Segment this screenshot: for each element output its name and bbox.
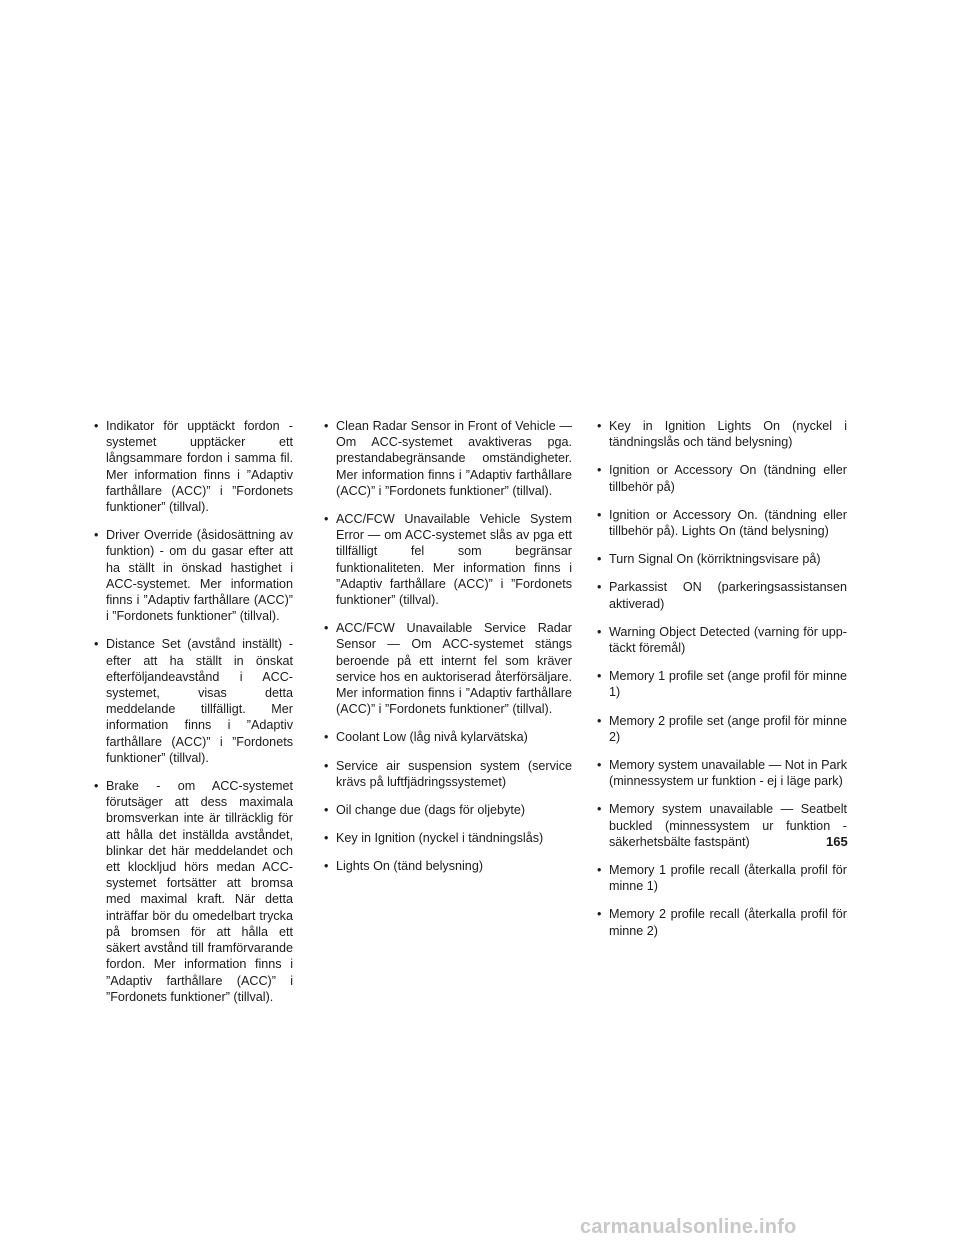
list-item <box>597 462 847 494</box>
bullet: • <box>597 552 602 567</box>
list-item-text: Lights On (tänd belysning) <box>336 859 484 874</box>
bullet: • <box>94 419 99 433</box>
list-item-text: Clean Radar Sensor in Front of Vehicle — Om ACC-systemet avaktiveras pga. prestandabegränsande omständigheter. Mer information finns i ”Adaptiv farthållare (ACC)” i ”Fordonets funktioner” (tillval). <box>336 419 572 498</box>
list-item <box>324 830 572 846</box>
list-item-text: Turn Signal On (körriktningsvisare på) <box>609 552 821 567</box>
list-item <box>324 802 572 818</box>
text-column-1 <box>94 418 293 1017</box>
list-item <box>597 507 847 539</box>
list-item-text: Key in Ignition Lights On (nyckel i tändningslås och tänd belysning) <box>609 419 847 450</box>
text-column-2 <box>324 418 572 887</box>
list-item <box>324 858 572 874</box>
list-item-text: Service air suspension system (service krävs på luftfjädringssystemet) <box>336 758 572 789</box>
bullet: • <box>324 730 329 745</box>
bullet: • <box>324 803 329 818</box>
list-item-text: Coolant Low (låg nivå kylarvätska) <box>336 730 528 745</box>
list-item-text: Parkassist ON (parkeringsassistansen aktiverad) <box>609 580 847 611</box>
bullet: • <box>597 507 602 522</box>
page-number: 165 <box>826 834 848 849</box>
list-item-text: Ignition or Accessory On (tändning eller tillbehör på) <box>609 463 847 494</box>
list-item <box>324 620 572 717</box>
list-item <box>94 418 293 515</box>
bullet: • <box>324 859 329 874</box>
list-item-text: Driver Override (åsidosättning av funktion) - om du gasar efter att ha ställt in önskad hastighet i ACC-systemet. Mer information finns i ”Adaptiv farthållare (ACC)” i ”Fordonets funktioner” (tillval). <box>106 528 293 624</box>
list-item-text: Memory system unavailable — Seatbelt buckled (minnessystem ur funktion - säkerhetsbälte fastspänt) <box>609 802 847 849</box>
list-item-text: Warning Object Detected (varning för upptäckt föremål) <box>609 624 847 656</box>
list-item-text: Ignition or Accessory On. (tändning eller tillbehör på). Lights On (tänd belysning) <box>609 507 847 539</box>
bullet: • <box>597 863 602 878</box>
bullet: • <box>324 621 329 636</box>
bullet: • <box>597 419 602 433</box>
bullet: • <box>94 528 99 543</box>
bullet: • <box>324 512 329 527</box>
list-item <box>94 778 293 1005</box>
list-item-text: ACC/FCW Unavailable Vehicle System Error — om ACC-systemet slås av pga ett tillfälligt fel som begränsar funktionaliteten. Mer information finns i ”Adaptiv farthållare (ACC)” i ”Fordonets funktioner” (tillval). <box>336 512 572 608</box>
list-item-text: Memory system unavailable — Not in Park (minnessystem ur funktion - ej i läge park) <box>609 758 847 789</box>
list-item <box>324 418 572 499</box>
bullet: • <box>324 831 329 846</box>
list-item <box>597 551 847 567</box>
list-item-text: Brake - om ACC-systemet förutsäger att dess maximala bromsverkan inte är tillräcklig för att hålla det inställda avståndet, blinkar det här meddelandet och ett klockljud hörs medan ACC-systemet fortsätter att bromsa med maximal kraft. När detta inträffar bör du omedelbart trycka på bromsen för att hålla ett säkert avstånd till framförvarande fordon. Mer information finns i ”Adaptiv farthållare (ACC)” i ”Fordonets funktioner” (tillval). <box>106 779 293 1004</box>
list-item <box>597 906 847 938</box>
bullet: • <box>94 637 99 652</box>
list-item-text: Key in Ignition (nyckel i tändningslås) <box>336 831 544 846</box>
list-item <box>597 713 847 745</box>
list-item <box>94 527 293 624</box>
bullet: • <box>597 713 602 728</box>
list-item-text: Indikator för upptäckt fordon - systemet upptäcker ett långsammare fordon i samma fil. Mer information finns i ”Adaptiv farthållare (ACC)” i ”Fordonets funktioner” (tillval). <box>106 419 293 515</box>
list-item <box>324 511 572 608</box>
bullet: • <box>597 669 602 684</box>
list-item-text: Distance Set (avstånd inställt) - efter att ha ställt in önskat efterföljandeavstånd i ACC-systemet, visas detta meddelande tillfälligt. Mer information finns i ”Adaptiv farthållare (ACC)” i ”Fordonets funktioner” (tillval). <box>106 637 293 765</box>
list-item <box>597 418 847 450</box>
list-item <box>597 757 847 789</box>
list-item <box>597 801 847 850</box>
list-item-text: Memory 1 profile set (ange profil för minne 1) <box>609 669 847 700</box>
list-item <box>94 636 293 766</box>
bullet: • <box>597 580 602 595</box>
watermark: carmanualsonline.info <box>580 1216 797 1238</box>
bullet: • <box>324 419 329 433</box>
list-item <box>324 729 572 745</box>
bullet: • <box>597 624 602 639</box>
bullet: • <box>94 779 99 794</box>
list-item-text: Memory 2 profile set (ange profil för minne 2) <box>609 713 847 744</box>
bullet: • <box>597 802 602 817</box>
bullet: • <box>597 463 602 478</box>
bullet: • <box>324 758 329 773</box>
list-item <box>324 758 572 790</box>
list-item-text: Memory 2 profile recall (återkalla profil för minne 2) <box>609 907 847 938</box>
list-item <box>597 579 847 611</box>
list-item-text: Memory 1 profile recall (återkalla profil för minne 1) <box>609 863 847 894</box>
list-item <box>597 624 847 656</box>
bullet: • <box>597 907 602 922</box>
list-item <box>597 862 847 894</box>
bullet: • <box>597 758 602 773</box>
list-item-text: ACC/FCW Unavailable Service Radar Sensor — Om ACC-systemet stängs beroende på ett internt fel som kräver service hos en auktoriserad återförsäljare. Mer information finns i ”Adaptiv farthållare (ACC)” i ”Fordonets funktioner” (tillval). <box>336 621 572 717</box>
list-item-text: Oil change due (dags för oljebyte) <box>336 803 526 818</box>
list-item <box>597 668 847 700</box>
text-column-3 <box>597 418 847 951</box>
